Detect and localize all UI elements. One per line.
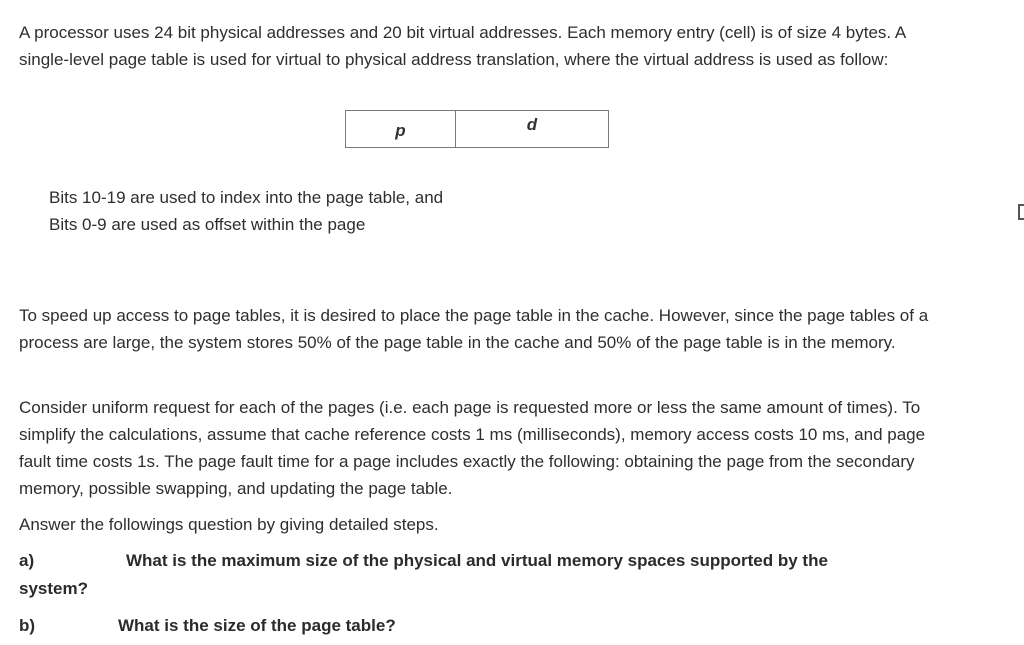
bits-index-line: Bits 10-19 are used to index into the page table, and — [49, 188, 444, 207]
question-a-continuation: system? — [19, 579, 88, 598]
intro-paragraph: A processor uses 24 bit physical addresses and 20 bit virtual addresses. Each memory entry (cell) is of size 4 bytes. A single-level page table is used for virtual to physical address translation, where the virtual address is used as follow: — [19, 23, 906, 69]
question-b-text: What is the size of the page table? — [118, 616, 396, 635]
page-number-field: p — [346, 111, 456, 147]
question-a-text: What is the maximum size of the physical and virtual memory spaces supported by the — [126, 551, 828, 570]
virtual-address-format-table — [345, 110, 609, 148]
question-b-label: b) — [19, 616, 36, 635]
answer-instruction: Answer the followings question by giving detailed steps. — [19, 515, 439, 534]
cost-assumptions-paragraph: Consider uniform request for each of the pages (i.e. each page is requested more or less the same amount of times). To simplify the calculations, assume that cache reference costs 1 ms (milliseconds), memory access costs 10 ms, and page fault time costs 1s. The page fault time for a page includes exactly the following: obtaining the page from the secondary memory, possible swapping, and updating the page table. — [19, 398, 926, 498]
cache-paragraph: To speed up access to page tables, it is desired to place the page table in the cache. However, since the page tables of a process are large, the system stores 50% of the page table in the cache and 50% of the page table is in the memory. — [19, 306, 929, 352]
question-a-label: a) — [19, 551, 35, 570]
bracket-icon — [1018, 204, 1024, 220]
offset-field: d — [526, 115, 538, 134]
bits-description — [49, 184, 443, 238]
bits-offset-line: Bits 0-9 are used as offset within the page — [49, 215, 366, 234]
